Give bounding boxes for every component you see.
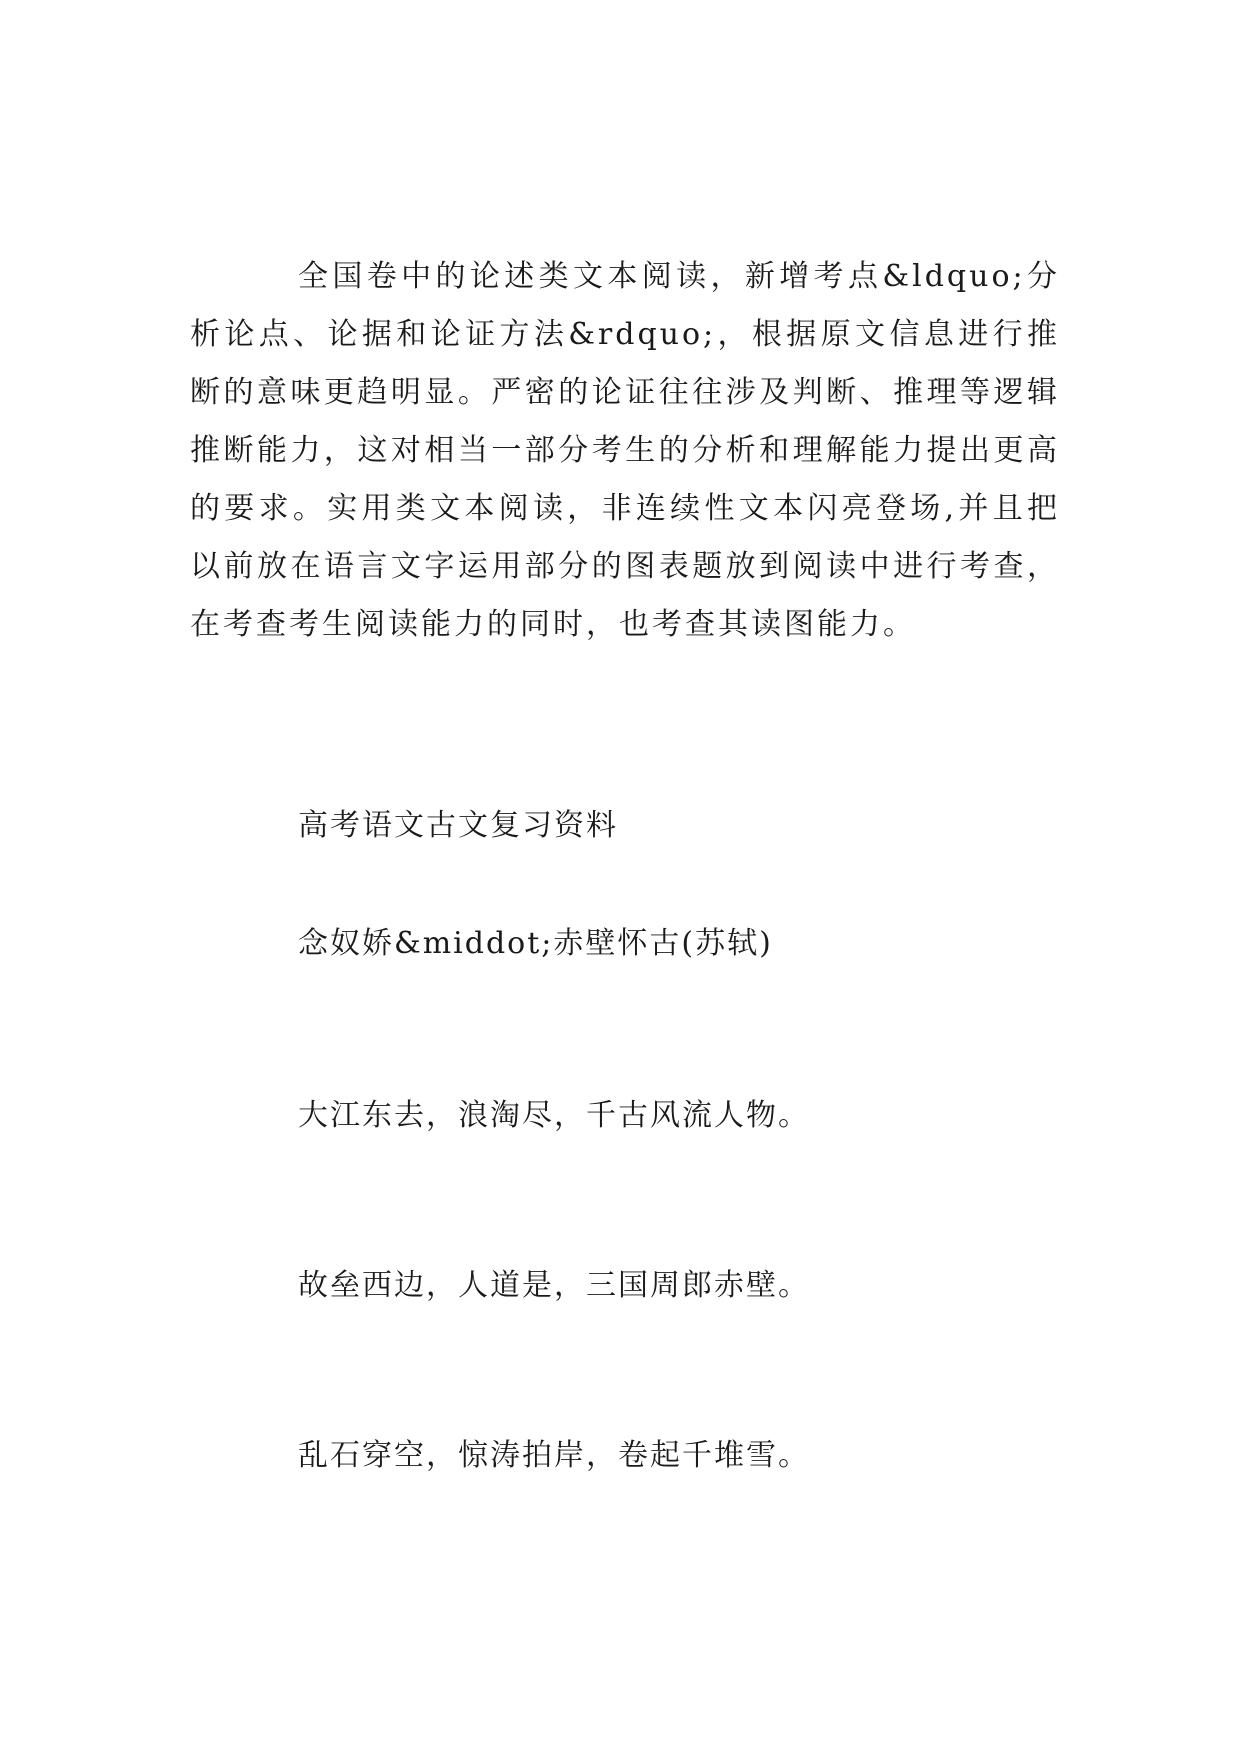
poem-title: 念奴娇&middot;赤壁怀古(苏轼): [298, 926, 773, 961]
poem-line: 乱石穿空，惊涛拍岸，卷起千堆雪。: [298, 1438, 810, 1473]
poem-line: 大江东去，浪淘尽，千古风流人物。: [298, 1098, 810, 1133]
intro-paragraph: 全国卷中的论述类文本阅读，新增考点&ldquo;分析论点、论据和论证方法&rdquo;，根据原文信息进行推断的意味更趋明显。严密的论证往往涉及判断、推理等逻辑推断能力，这对相当一部分考生的分析和理解能力提出更高的要求。实用类文本阅读，非连续性文本闪亮登场,并且把以前放在语言文字运用部分的图表题放到阅读中进行考查，在考查考生阅读能力的同时，也考查其读图能力。: [190, 259, 1060, 642]
poem-line: 故垒西边，人道是，三国周郎赤壁。: [298, 1268, 810, 1303]
section-heading: 高考语文古文复习资料: [298, 808, 618, 843]
